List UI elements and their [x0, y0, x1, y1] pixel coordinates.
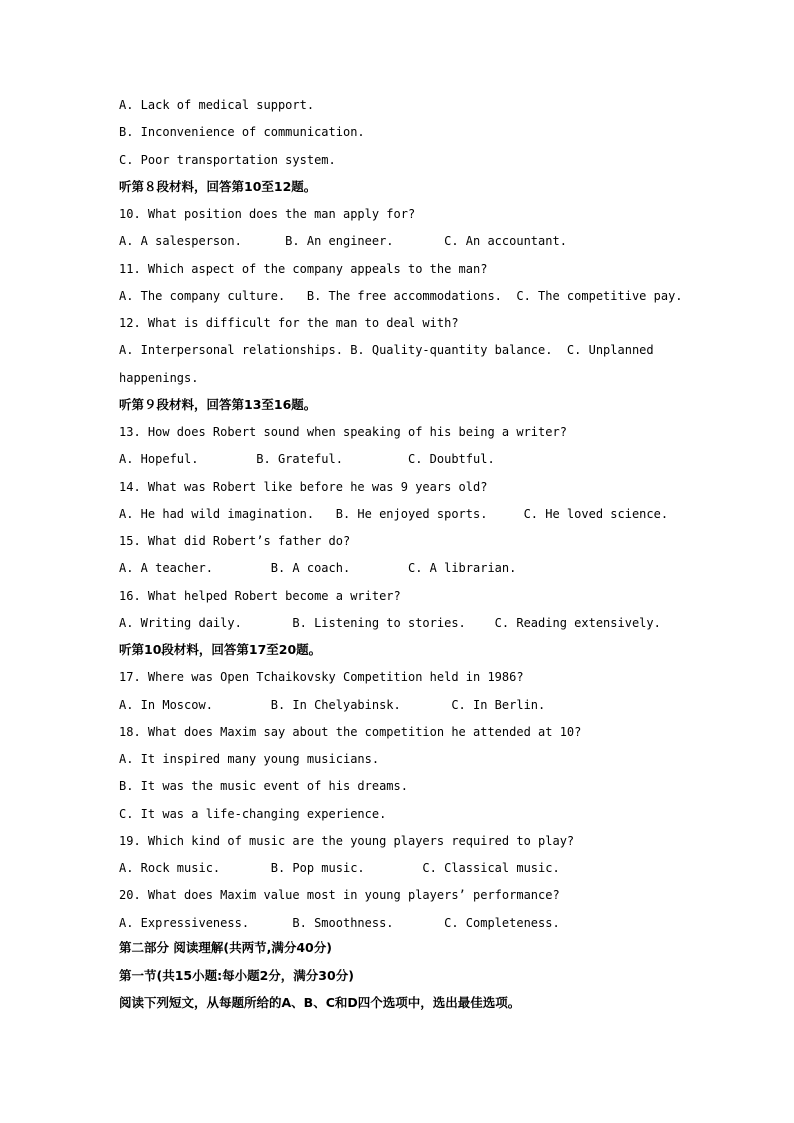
- question-16: 16. What helped Robert become a writer?: [119, 589, 401, 603]
- q9-option-b: B. Inconvenience of communication.: [119, 125, 365, 139]
- question-12-options-cont: happenings.: [119, 371, 199, 385]
- question-13: 13. How does Robert sound when speaking of his being a writer?: [119, 425, 567, 439]
- question-17-options: A. In Moscow. B. In Chelyabinsk. C. In Berlin.: [119, 698, 546, 712]
- reading-instructions: 阅读下列短文，从每题所给的A、B、C和D四个选项中，选出最佳选项。: [119, 995, 521, 1010]
- question-18-option-a: A. It inspired many young musicians.: [119, 752, 380, 766]
- part-two-heading: 第二部分 阅读理解(共两节,满分40分): [119, 940, 332, 955]
- question-14-options: A. He had wild imagination. B. He enjoyed sports. C. He loved science.: [119, 507, 669, 521]
- question-18-option-c: C. It was a life-changing experience.: [119, 807, 387, 821]
- q9-option-a: A. Lack of medical support.: [119, 98, 315, 112]
- question-19-options: A. Rock music. B. Pop music. C. Classical music.: [119, 861, 560, 875]
- question-18-option-b: B. It was the music event of his dreams.: [119, 779, 408, 793]
- section-heading-9: 听第９段材料，回答第13至16题。: [119, 397, 317, 412]
- question-10-options: A. A salesperson. B. An engineer. C. An accountant.: [119, 234, 567, 248]
- question-15-options: A. A teacher. B. A coach. C. A librarian.: [119, 561, 517, 575]
- question-13-options: A. Hopeful. B. Grateful. C. Doubtful.: [119, 452, 495, 466]
- question-20-options: A. Expressiveness. B. Smoothness. C. Completeness.: [119, 916, 560, 930]
- q9-option-c: C. Poor transportation system.: [119, 153, 336, 167]
- question-12: 12. What is difficult for the man to deal with?: [119, 316, 459, 330]
- question-12-options: A. Interpersonal relationships. B. Quality-quantity balance. C. Unplanned: [119, 343, 654, 357]
- question-18: 18. What does Maxim say about the competition he attended at 10?: [119, 725, 582, 739]
- question-11: 11. Which aspect of the company appeals to the man?: [119, 262, 488, 276]
- section-heading-8: 听第８段材料，回答第10至12题。: [119, 179, 317, 194]
- question-20: 20. What does Maxim value most in young players’ performance?: [119, 888, 560, 902]
- section-heading-10: 听第10段材料，回答第17至20题。: [119, 642, 322, 657]
- question-10: 10. What position does the man apply for?: [119, 207, 416, 221]
- question-15: 15. What did Robert’s father do?: [119, 534, 351, 548]
- question-17: 17. Where was Open Tchaikovsky Competition held in 1986?: [119, 670, 524, 684]
- question-11-options: A. The company culture. B. The free accommodations. C. The competitive pay.: [119, 289, 683, 303]
- question-16-options: A. Writing daily. B. Listening to stories. C. Reading extensively.: [119, 616, 661, 630]
- question-19: 19. Which kind of music are the young players required to play?: [119, 834, 575, 848]
- section-one-heading: 第一节(共15小题:每小题2分，满分30分): [119, 968, 354, 983]
- question-14: 14. What was Robert like before he was 9 years old?: [119, 480, 488, 494]
